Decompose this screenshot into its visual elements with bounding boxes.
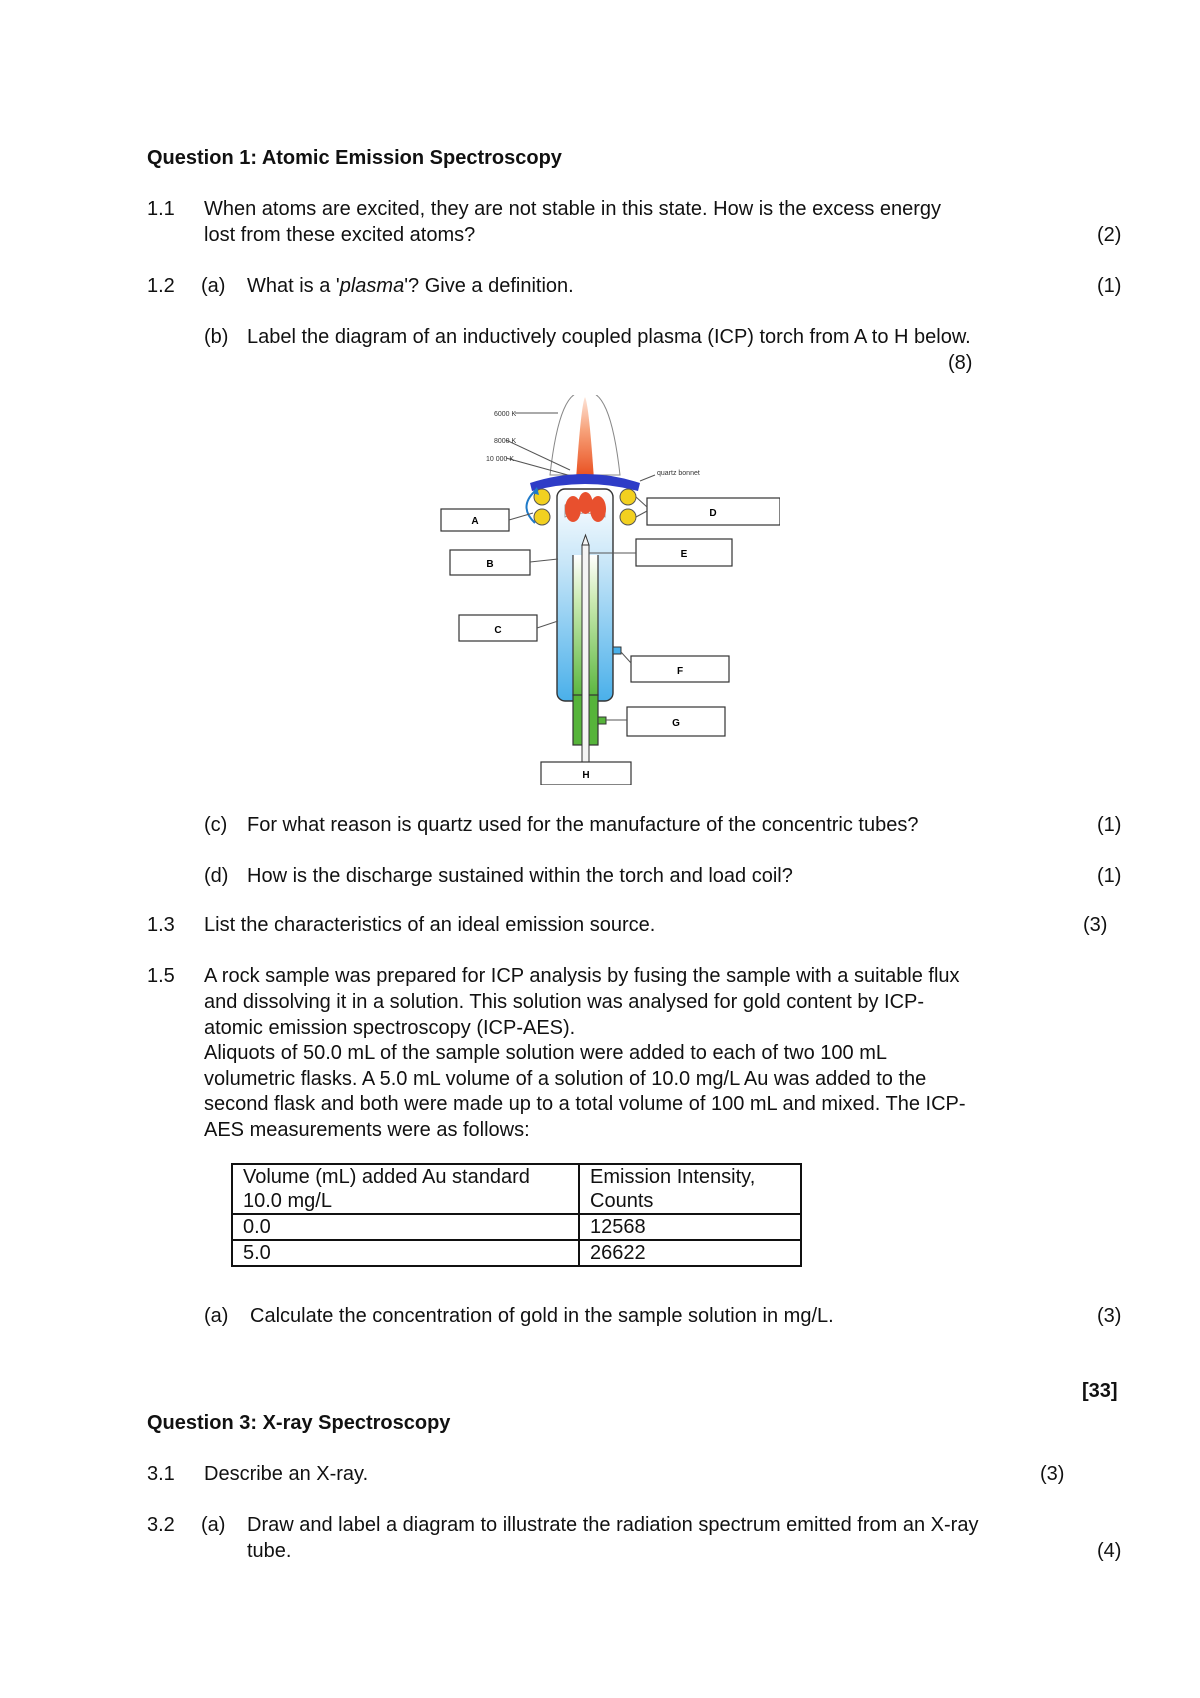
temperature-label: 6000 K [494, 411, 517, 418]
label-box-a: A [471, 516, 479, 527]
marks: (4) [1097, 1540, 1122, 1562]
question-3-heading: Question 3: X-ray Spectroscopy [147, 1412, 451, 1434]
question-text: Aliquots of 50.0 mL of the sample solution were added to each of two 100 mL [204, 1042, 888, 1064]
table-header-row [232, 1164, 801, 1214]
question-number: 1.3 [147, 914, 175, 936]
question-text: What is a 'plasma'? Give a definition. [247, 275, 574, 297]
table-row [232, 1240, 801, 1266]
question-1-heading: Question 1: Atomic Emission Spectroscopy [147, 147, 562, 169]
marks: (3) [1097, 1305, 1122, 1327]
marks: (2) [1097, 224, 1122, 246]
question-text: Calculate the concentration of gold in the sample solution in mg/L. [250, 1305, 834, 1327]
question-text: Describe an X-ray. [204, 1463, 369, 1485]
table-row [232, 1214, 801, 1240]
label-box-b: B [486, 559, 494, 570]
table-cell: 26622 [579, 1240, 801, 1266]
question-total: [33] [1082, 1380, 1118, 1402]
question-text: A rock sample was prepared for ICP analysis by fusing the sample with a suitable flux [204, 965, 960, 987]
bonnet-label: quartz bonnet [657, 470, 700, 477]
question-text: For what reason is quartz used for the manufacture of the concentric tubes? [247, 814, 919, 836]
question-text: AES measurements were as follows: [204, 1119, 530, 1141]
plasma-core [576, 397, 594, 480]
sub-label: (a) [204, 1305, 229, 1327]
question-number: 3.1 [147, 1463, 175, 1485]
question-text: atomic emission spectroscopy (ICP-AES). [204, 1017, 576, 1039]
marks: (3) [1040, 1463, 1065, 1485]
question-number: 1.5 [147, 965, 175, 987]
sub-label: (a) [201, 275, 226, 297]
au-standard-table [231, 1163, 802, 1267]
sub-label: (c) [204, 814, 228, 836]
table-cell: 5.0 [232, 1240, 579, 1266]
question-text: Draw and label a diagram to illustrate the radiation spectrum emitted from an X-ray [247, 1514, 979, 1536]
temperature-label: 10 000 K [486, 456, 515, 463]
table-header-cell: Volume (mL) added Au standard 10.0 mg/L [232, 1164, 579, 1214]
question-number: 1.1 [147, 198, 175, 220]
marks: (1) [1097, 865, 1122, 887]
question-text: lost from these excited atoms? [204, 224, 476, 246]
icp-torch-diagram [440, 395, 780, 785]
question-text: second flask and both were made up to a total volume of 100 mL and mixed. The ICP- [204, 1093, 966, 1115]
question-text: Label the diagram of an inductively coupled plasma (ICP) torch from A to H below. [247, 326, 971, 348]
sub-label: (a) [201, 1514, 226, 1536]
label-box-e: E [680, 549, 688, 560]
label-box-d: D [709, 508, 717, 519]
question-number: 3.2 [147, 1514, 175, 1536]
marks: (1) [1097, 275, 1122, 297]
temperature-label: 8000 K [494, 438, 517, 445]
label-box-g: G [672, 718, 680, 729]
question-text: volumetric flasks. A 5.0 mL volume of a solution of 10.0 mg/L Au was added to the [204, 1068, 927, 1090]
question-text: When atoms are excited, they are not stable in this state. How is the excess energy [204, 198, 942, 220]
table-cell: 0.0 [232, 1214, 579, 1240]
sub-label: (b) [204, 326, 229, 348]
sub-label: (d) [204, 865, 229, 887]
label-box-h: H [582, 770, 590, 781]
question-text: and dissolving it in a solution. This solution was analysed for gold content by ICP- [204, 991, 925, 1013]
question-text: How is the discharge sustained within the torch and load coil? [247, 865, 793, 887]
question-text: List the characteristics of an ideal emission source. [204, 914, 656, 936]
plasma-ball [565, 496, 581, 522]
marks: (8) [948, 352, 973, 374]
marks: (1) [1097, 814, 1122, 836]
table-header-cell: Emission Intensity, Counts [579, 1164, 801, 1214]
table-cell: 12568 [579, 1214, 801, 1240]
label-box-c: C [494, 625, 502, 636]
injector-tube [582, 545, 589, 765]
label-box-f: F [676, 666, 684, 677]
marks: (3) [1083, 914, 1108, 936]
question-text: tube. [247, 1540, 292, 1562]
question-number: 1.2 [147, 275, 175, 297]
